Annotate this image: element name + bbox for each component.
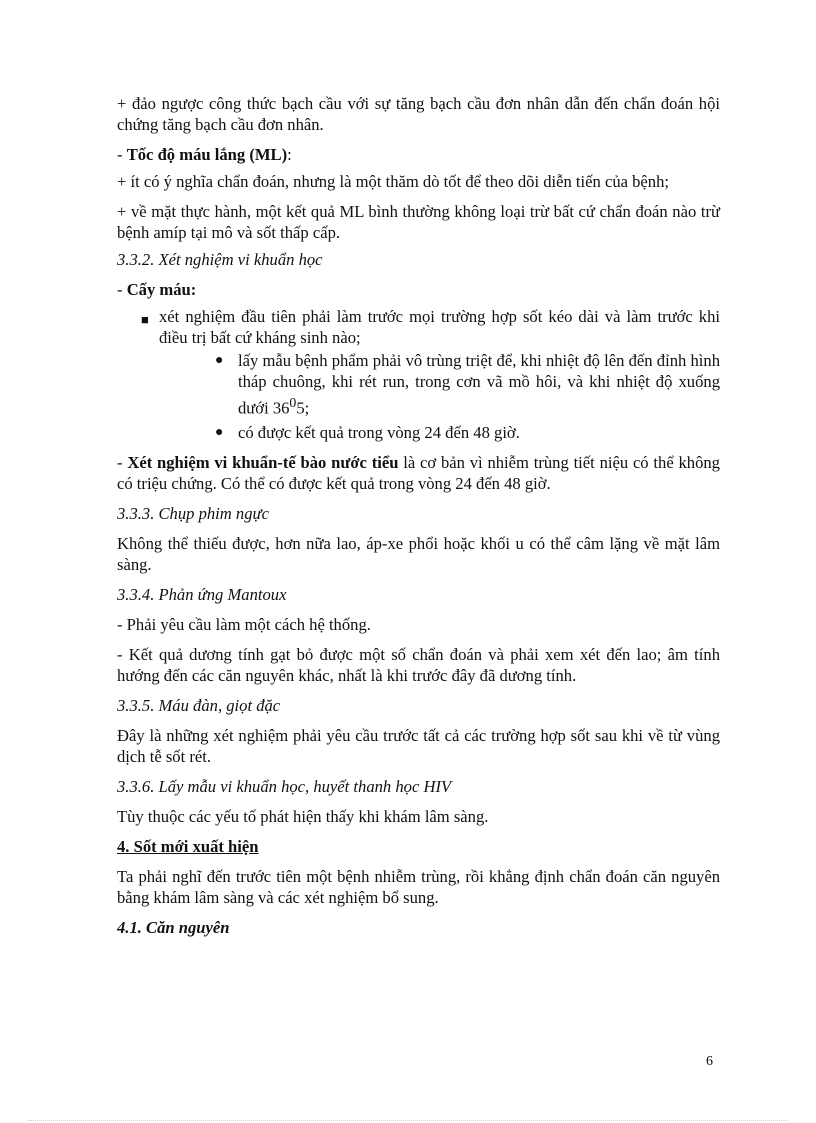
list-item-dot: ● lấy mẫu bệnh phẩm phải vô trùng triệt để, khi nhiệt độ lên đến đỉnh hình tháp chuông, khi rét run, trong cơn vã mồ hôi, và khi nhiệt độ xuống dưới $36^05$; bbox=[215, 351, 720, 418]
page-bottom-divider bbox=[28, 1120, 788, 1121]
document-page bbox=[117, 93, 720, 947]
list-item-dot: ● có được kết quả trong vòng 24 đến 48 giờ. bbox=[215, 422, 520, 442]
paragraph-mantoux-1: - Phải yêu cầu làm một cách hệ thống. bbox=[117, 614, 371, 634]
paragraph-blood-culture-heading: - Cấy máu: bbox=[117, 280, 197, 299]
section-heading-3-3-5: 3.3.5. Máu đàn, giọt đặc bbox=[117, 695, 281, 715]
paragraph-blood-smear: Đây là những xét nghiệm phải yêu cầu trước tất cả các trường hợp sốt sau khi về từ vùng dịch tễ sốt rét. bbox=[117, 725, 720, 766]
paragraph-hiv: Tùy thuộc các yếu tố phát hiện thấy khi khám lâm sàng. bbox=[117, 806, 489, 826]
section-heading-4-1: 4.1. Căn nguyên bbox=[117, 917, 230, 937]
esr-label: Tốc độ máu lắng (ML) bbox=[126, 145, 288, 164]
dot-bullet-icon: ● bbox=[215, 424, 224, 440]
paragraph-mantoux-2: - Kết quả dương tính gạt bỏ được một số chẩn đoán và phải xem xét đến lao; âm tính hướng đến các căn nguyên khác, nhất là khi trước đây đã dương tính. bbox=[117, 644, 720, 685]
paragraph-esr-meaning: + ít có ý nghĩa chẩn đoán, nhưng là một thăm dò tốt để theo dõi diễn tiến của bệnh; bbox=[117, 172, 669, 191]
paragraph-leukocyte-formula: + đảo ngược công thức bạch cầu với sự tăng bạch cầu đơn nhân dẫn đến chẩn đoán hội chứng tăng bạch cầu đơn nhân. bbox=[117, 94, 720, 134]
paragraph-esr-heading: - Tốc độ máu lắng (ML): bbox=[117, 145, 292, 164]
paragraph-urine-test: - Xét nghiệm vi khuẩn-tế bào nước tiểu là cơ bản vì nhiễm trùng tiết niệu có thể không có triệu chứng. Có thể có được kết quả trong vòng 24 đến 48 giờ. bbox=[117, 452, 720, 493]
section-heading-3-3-6: 3.3.6. Lấy mẫu vi khuẩn học, huyết thanh học HIV bbox=[117, 776, 452, 796]
paragraph-esr-practice: + về mặt thực hành, một kết quả ML bình thường không loại trừ bất cứ chẩn đoán nào trừ bệnh amíp tại mô và sốt thấp cấp. bbox=[117, 202, 720, 242]
section-heading-3-3-3: 3.3.3. Chụp phim ngực bbox=[117, 503, 269, 523]
section-heading-3-3-2: 3.3.2. Xét nghiệm vi khuẩn học bbox=[117, 250, 323, 269]
urine-test-label: Xét nghiệm vi khuẩn-tế bào nước tiểu bbox=[127, 452, 399, 472]
dot-bullet-icon: ● bbox=[215, 353, 224, 368]
paragraph-new-fever: Ta phải nghĩ đến trước tiên một bệnh nhiễm trùng, rồi khẳng định chẩn đoán căn nguyên bằng khám lâm sàng và các xét nghiệm bổ sung. bbox=[117, 866, 720, 907]
list-item-square: ■ xét nghiệm đầu tiên phải làm trước mọi trường hợp sốt kéo dài và làm trước khi điều trị bất cứ kháng sinh nào; bbox=[141, 307, 720, 347]
blood-culture-label: Cấy máu: bbox=[126, 280, 197, 299]
page-number: 6 bbox=[706, 1054, 713, 1069]
square-bullet-icon: ■ bbox=[141, 312, 149, 327]
section-heading-4: 4. Sốt mới xuất hiện bbox=[117, 836, 259, 856]
paragraph-chest-xray: Không thể thiếu được, hơn nữa lao, áp-xe phổi hoặc khối u có thể câm lặng về mặt lâm sàng. bbox=[117, 533, 720, 574]
section-heading-3-3-4: 3.3.4. Phản ứng Mantoux bbox=[117, 584, 287, 604]
